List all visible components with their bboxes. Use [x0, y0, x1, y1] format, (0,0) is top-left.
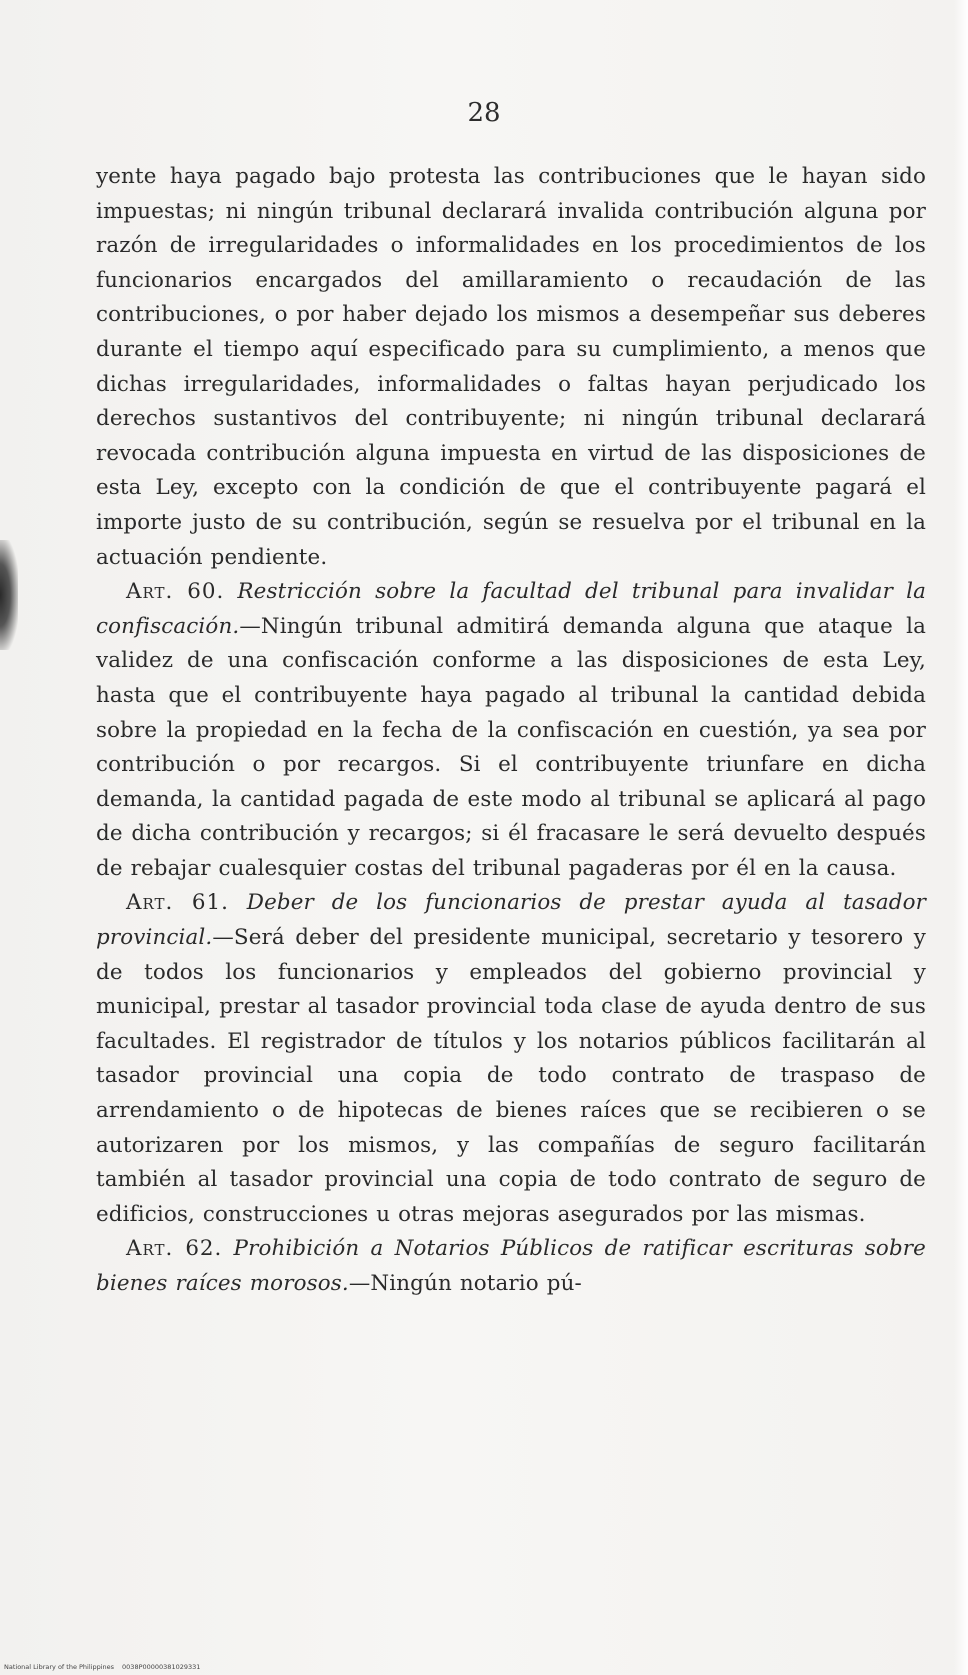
library-credit: National Library of the Philippines — [4, 1663, 115, 1671]
binding-shadow — [0, 540, 18, 650]
article-62 — [96, 1232, 926, 1301]
article-label: Art. 61. — [126, 890, 229, 916]
continued-paragraph: yente haya pagado bajo protesta las contribuciones que le hayan sido impuestas; ni ningún tribunal declarará invalida contribución alguna por razón de irregularidades o informalidades en los procedimientos de los funcionarios encargados del amillaramiento o recaudación de las contribuciones, o por haber dejado los mismos a desempeñar sus deberes durante el tiempo aquí especificado para su cumplimiento, a menos que dichas irregularidades, informalidades o faltas hayan perjudicado los derechos sustantivos del contribuyente; ni ningún tribunal declarará revocada contribución alguna impuesta en virtud de las disposiciones de esta Ley, excepto con la condición de que el contribuyente pagará el importe justo de su contribución, según se resuelva por el tribunal en la actuación pendiente. — [96, 164, 926, 570]
article-title: Prohibición a Notarios Públicos de ratificar escrituras sobre bienes raíces morosos. — [96, 1236, 926, 1296]
article-body: —Será deber del presidente municipal, secretario y tesorero y de todos los funcionarios y empleados del gobierno provincial y municipal, prestar al tasador provincial toda clase de ayuda dentro de sus facultades. El registrador de títulos y los notarios públicos facilitarán al tasador provincial una copia de todo contrato de traspaso de arrendamiento o de hipotecas de bienes raíces que se recibieren o se autorizaren por los mismos, y las compañías de seguro facilitarán también al tasador provincial una copia de todo contrato de seguro de edificios, construcciones u otras mejoras asegurados por las mismas. — [96, 925, 926, 1227]
article-label: Art. 62. — [126, 1236, 223, 1262]
article-body: —Ningún tribunal admitirá demanda alguna que ataque la validez de una confiscación conforme a las disposiciones de esta Ley, hasta que el contribuyente haya pagado al tribunal la cantidad debida sobre la propiedad en la fecha de la confiscación en cuestión, ya sea por contribución o por recargos. Si el contribuyente triunfare en dicha demanda, la cantidad pagada de este modo al tribunal se aplicará al pago de dicha contribución y recargos; si él fracasare le será devuelto después de rebajar cualesquier costas del tribunal pagaderas por él en la causa. — [96, 613, 926, 881]
scan-footer — [4, 1663, 200, 1671]
scan-code: 0038P00000381029331 — [122, 1663, 201, 1671]
article-61 — [96, 886, 926, 1232]
page-number: 28 — [467, 98, 501, 128]
article-body: —Ningún notario pú- — [348, 1271, 582, 1296]
article-label: Art. 60. — [126, 579, 225, 605]
body-text — [96, 160, 926, 1302]
page-edge — [954, 0, 968, 1675]
article-title: Deber de los funcionarios de prestar ayuda al tasador provincial. — [96, 890, 926, 951]
article-60 — [96, 575, 926, 886]
article-title: Restricción sobre la facultad del tribunal para invalidar la confiscación. — [96, 579, 926, 639]
